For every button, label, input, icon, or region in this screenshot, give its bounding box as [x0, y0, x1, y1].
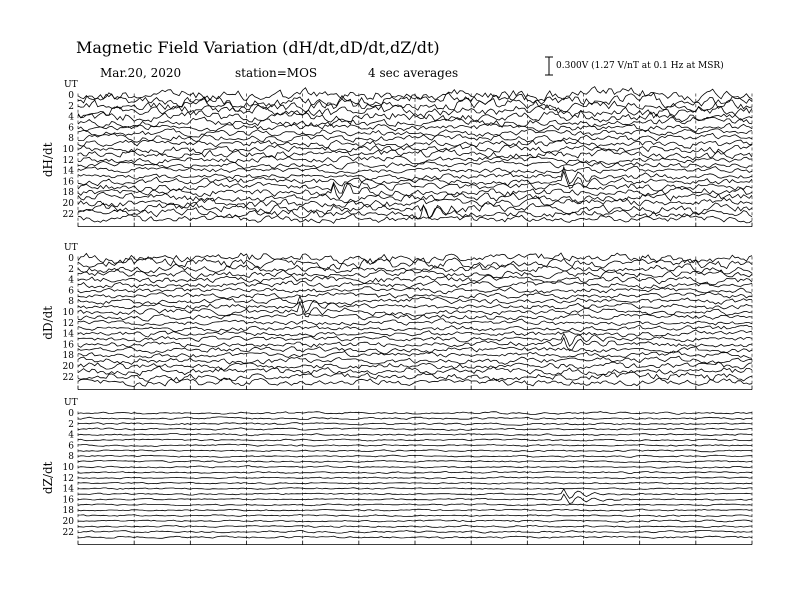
- hour-label: 12: [62, 318, 74, 329]
- panel-dH-dt: [41, 80, 752, 227]
- trace-line: [78, 303, 752, 317]
- hour-label: 2: [68, 264, 74, 275]
- panel-ylabel: dD/dt: [41, 305, 55, 340]
- hour-label: 20: [62, 362, 74, 372]
- hour-label: 14: [62, 166, 74, 177]
- hour-label: 0: [68, 91, 74, 101]
- hour-label: 2: [68, 101, 74, 112]
- hour-label: 10: [62, 463, 74, 473]
- panel-dZ-dt: [41, 398, 752, 545]
- hour-label: 10: [62, 308, 74, 318]
- date-label: Mar.20, 2020: [100, 66, 182, 80]
- panel-ylabel: dZ/dt: [41, 461, 55, 495]
- hour-label: 18: [62, 188, 74, 199]
- chart-title: Magnetic Field Variation (dH/dt,dD/dt,dZ/dt): [76, 38, 440, 57]
- hour-label: 18: [62, 506, 74, 517]
- hour-label: 0: [68, 254, 74, 264]
- hour-label: 22: [62, 527, 74, 538]
- hour-label: 22: [62, 209, 74, 220]
- hour-label: 20: [62, 199, 74, 209]
- hour-label: 16: [62, 177, 74, 188]
- scale-bar: [545, 57, 553, 75]
- panel-dD-dt: [41, 243, 752, 390]
- hour-label: 6: [68, 123, 74, 134]
- averaging-label: 4 sec averages: [368, 66, 459, 80]
- hour-label: 16: [62, 340, 74, 351]
- station-label: station=MOS: [235, 66, 318, 80]
- hour-label: 12: [62, 155, 74, 166]
- hour-label: 20: [62, 517, 74, 527]
- hour-label: 14: [62, 484, 74, 495]
- hour-label: 6: [68, 286, 74, 297]
- hour-label: 16: [62, 495, 74, 506]
- ut-label: UT: [64, 398, 78, 408]
- hour-label: 22: [62, 372, 74, 383]
- ut-label: UT: [64, 243, 78, 253]
- hour-label: 2: [68, 419, 74, 430]
- panel-ylabel: dH/dt: [41, 142, 55, 178]
- scale-label: 0.300V (1.27 V/nT at 0.1 Hz at MSR): [556, 61, 724, 71]
- hour-label: 4: [68, 430, 74, 441]
- hour-label: 8: [68, 134, 74, 145]
- trace-line: [78, 296, 752, 313]
- hour-label: 14: [62, 329, 74, 340]
- hour-label: 6: [68, 441, 74, 452]
- ut-label: UT: [64, 80, 78, 90]
- hour-label: 4: [68, 275, 74, 286]
- hour-label: 10: [62, 145, 74, 155]
- hour-label: 0: [68, 409, 74, 419]
- hour-label: 18: [62, 351, 74, 362]
- hour-label: 8: [68, 297, 74, 308]
- hour-label: 8: [68, 452, 74, 463]
- hour-label: 12: [62, 473, 74, 484]
- hour-label: 4: [68, 112, 74, 123]
